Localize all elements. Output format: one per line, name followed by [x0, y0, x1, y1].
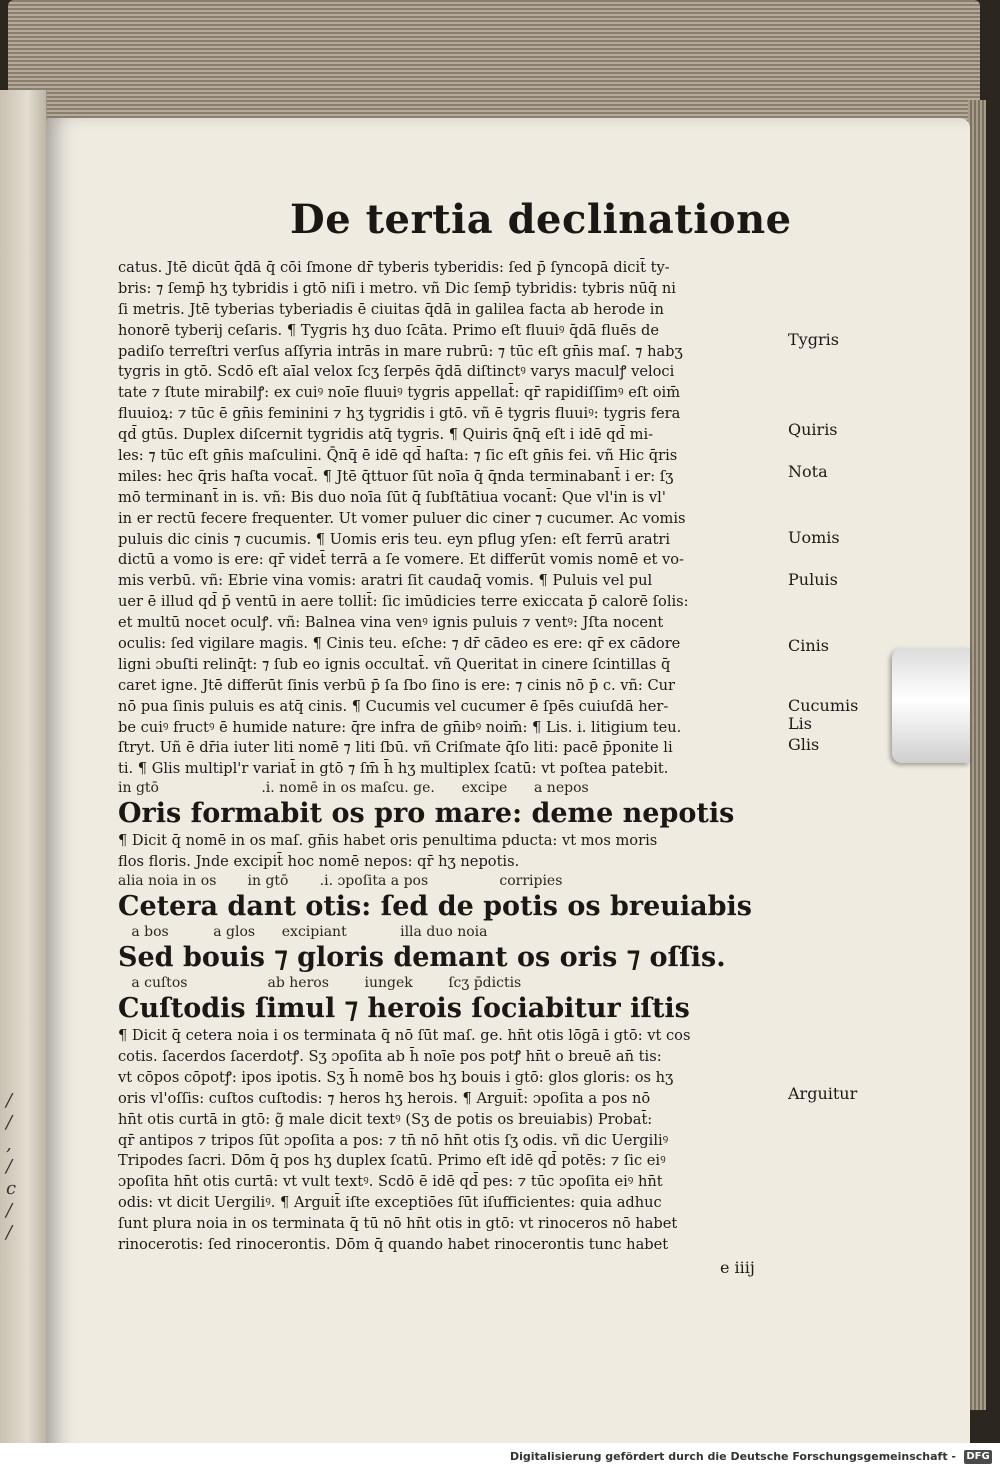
text-line: oculis: ſed vigilare magis. ¶ Cinis teu. eſche: ⁊ dr̄ cādeo es ere: qr̄ ex cādore — [118, 635, 681, 653]
text-line: tygris in gtō. Scdō eſt aīal velox ſcʒ ſerpēs q̄dā diſtinctꝰ varys maculꝭ veloci — [118, 363, 675, 381]
text-line: flos floris. Jnde excipit̄ hoc nomē nepos: qr̄ hʒ nepotis. — [118, 853, 520, 871]
text-line: cotis. ſacerdos ſacerdotꝭ. Sʒ ɔpoſita ab h̄ noīe pos potꝭ hn̄t o breuē an̄ tis: — [118, 1047, 662, 1065]
text-line: Tripodes ſacri. Dōm q̄ pos hʒ duplex ſcatū. Primo eſt idē qd̄ potēs: ⁊ ſic eiꝰ — [118, 1152, 666, 1170]
page-title: De tertia declinatione — [290, 196, 792, 243]
margin-note-uomis: Uomis — [788, 528, 840, 547]
text-line: et multū nocet oculꝭ. vñ: Balnea vina venꝰ ignis puluis ⁊ ventꝰ: Jſta nocent — [118, 614, 664, 632]
margin-note-tygris: Tygris — [788, 330, 839, 349]
text-line: ¶ Dicit q̄ cetera noia i os terminata q̄ nō ſūt maſ. ge. hn̄t otis lōgā i gtō: vt cos — [118, 1027, 691, 1045]
main-text — [118, 258, 778, 1256]
margin-note-quiris: Quiris — [788, 420, 838, 439]
text-line: uer ē illud qd̄ p̄ ventū in aere tollit̄: ſic imūdicies terre exiccata p̄ calorē ſolis: — [118, 593, 689, 611]
margin-note-nota: Nota — [788, 462, 828, 481]
interlinear-gloss: a cuſtos ab heros iungek ſcʒ p̄dictis — [118, 975, 522, 992]
text-line: les: ⁊ tūc eſt gn̄is maſculini. Q̄nq̄ ē idē qd̄ haſta: ⁊ ſic eſt gn̄is fei. vñ Hic q̄ris — [118, 447, 678, 465]
text-line: ti. ¶ Glis multipl'r variat̄ in gtō ⁊ ſm̄ h̄ hʒ multiplex ſcatū: vt poſtea patebit. — [118, 760, 669, 778]
margin-note-glis: Glis — [788, 735, 820, 754]
text-line: nō pua ſinis puluis es atq̄ cinis. ¶ Cucumis vel cucumer ē ſpēs cuiuſdā her- — [118, 697, 669, 715]
text-line: ɔpoſita hn̄t otis curtā: vt vult textꝰ. Scdō ē idē qd̄ pes: ⁊ tūc ɔpoſita eiꝰ hn̄t — [118, 1173, 663, 1191]
text-line: padiſo terreſtri verſus aſſyria intrās in mare rubrū: ⁊ tūc eſt gn̄is maſ. ⁊ habʒ — [118, 342, 683, 360]
left-page-edge — [0, 90, 47, 1450]
left-page-marks: / / , / c / / — [6, 1090, 17, 1243]
verse-line: Cuſtodis ſimul ⁊ herois ſociabitur iſtis — [118, 993, 690, 1025]
text-line: puluis dic cinis ⁊ cucumis. ¶ Uomis eris teu. eyn pflug yſen: eſt ferrū aratri — [118, 530, 671, 548]
text-line: ſtryt. Uñ ē dr̄ia iuter liti nomē ⁊ liti ſbū. vñ Criſmate q̄ſo liti: pacē p̄ponite li — [118, 739, 673, 757]
text-line: ligni ɔbuſti relinq̄t: ⁊ ſub eo ignis occultat̄. vñ Queritat in cinere ſcintillas q̄ — [118, 655, 671, 673]
text-line: mō terminant̄ in is. vñ: Bis duo noīa ſūt q̄ ſubſtātiua vocant̄: Que vl'in is vl' — [118, 488, 666, 506]
text-line: ſi metris. Jtē tyberias tyberiadis ē ciuitas q̄dā in galilea facta ab herode in — [118, 300, 664, 318]
margin-note-puluis: Puluis — [788, 570, 838, 589]
interlinear-gloss: a bos a glos excipiant illa duo noia — [118, 924, 488, 941]
text-line: miles: hec q̄ris haſta vocat̄. ¶ Jtē q̄ttuor ſūt noīa q̄ q̄nda terminabant̄ i er: ſʒ — [118, 467, 674, 485]
text-line: qd̄ gtūs. Duplex diſcernit tygridis atq̄ tygris. ¶ Quiris q̄nq̄ eſt i idē qd̄ mi- — [118, 426, 654, 444]
text-line: catus. Jtē dicūt q̄dā q̄ cōi ſmone dr̄ tyberis tyberidis: ſed p̄ ſyncopā dicit̄ ty- — [118, 259, 670, 276]
footer-credit: Digitalisierung gefördert durch die Deutsche Forschungsgemeinschaft - — [509, 1450, 956, 1463]
interlinear-gloss: alia noia in os in gtō .i. ɔpoſita a pos corripies — [118, 873, 563, 890]
text-line: be cuiꝰ fructꝰ ē humide nature: q̄re infra de gn̄ibꝰ noim̄: ¶ Lis. i. litigium teu. — [118, 718, 682, 736]
paragraph-2 — [118, 831, 778, 873]
text-line: caret igne. Jtē differūt ſinis verbū p̄ ſa ſbo ſino is ere: ⁊ cinis nō p̄ c. vñ: Cur — [118, 676, 676, 694]
text-line: odis: vt dicit Uergiliꝰ. ¶ Arguit̄ iſte exceptiōes ſūt iſufficientes: quia adhuc — [118, 1194, 662, 1212]
verse-line: Cetera dant otis: ſed de potis os breuiabis — [118, 891, 752, 923]
paragraph-3 — [118, 1026, 778, 1256]
text-line: honorē tyberij ceſaris. ¶ Tygris hʒ duo ſcāta. Primo eſt fluuiꝰ q̄dā fluēs de — [118, 321, 659, 339]
text-line: vt cōpos cōpotꝭ: ipos ipotis. Sʒ h̄ nomē bos hʒ bouis i gtō: glos gloris: os hʒ — [118, 1068, 674, 1086]
book-page-edges-right — [968, 100, 986, 1410]
page-clip — [892, 648, 970, 763]
text-line: qr̄ antipos ⁊ tripos ſūt ɔpoſita a pos: ⁊ tn̄ nō hn̄t otis ſʒ odis. vñ dic Uergiliꝰ — [118, 1131, 669, 1149]
text-line: tate ⁊ ſtute mirabilꝭ: ex cuiꝰ noīe fluuiꝰ tygris appellat̄: qr̄ rapidiſſimꝰ eſt oim̄ — [118, 384, 681, 402]
text-line: oris vl'oſſis: cuſtos cuſtodis: ⁊ heros hʒ herois. ¶ Arguit̄: ɔpoſita a pos nō — [118, 1089, 651, 1107]
text-line: bris: ⁊ ſemp̄ hʒ tybridis i gtō niſi i metro. vñ Dic ſemp̄ tybridis: tybris nūq̄ ni — [118, 279, 676, 297]
text-line: dictū a vomo is ere: qr̄ videt̄ terrā a ſe vomere. Et differūt vomis nomē et vo- — [118, 551, 684, 569]
text-line: ¶ Dicit q̄ nomē in os maſ. gn̄is habet oris penultima pducta: vt mos moris — [118, 832, 658, 850]
paragraph-1 — [118, 258, 778, 780]
text-line: rinocerotis: ſed rinocerontis. Dōm q̄ quando habet rinocerontis tunc habet — [118, 1235, 669, 1253]
margin-note-arguitur: Arguitur — [788, 1084, 858, 1103]
verse-line: Sed bouis ⁊ gloris demant os oris ⁊ oſſis. — [118, 942, 726, 974]
margin-note-cinis: Cinis — [788, 636, 829, 655]
text-line: mis verbū. vñ: Ebrie vina vomis: aratri ſit caudaq̄ vomis. ¶ Puluis vel pul — [118, 572, 653, 590]
margin-note-lis: Lis — [788, 714, 812, 733]
book-page-edges-top — [8, 0, 980, 122]
signature-mark: e iiij — [720, 1258, 755, 1277]
dfg-logo: DFG — [964, 1450, 992, 1464]
text-line: hn̄t otis curtā in gtō: g̃ male dicit textꝰ (Sʒ de potis os breuiabis) Probat̄: — [118, 1110, 653, 1128]
margin-note-cucumis: Cucumis — [788, 696, 859, 715]
text-line: fluuioꝝ: ⁊ tūc ē gn̄is feminini ⁊ hʒ tygridis i gtō. vñ ē tygris fluuiꝰ: tygris fera — [118, 405, 681, 423]
verse-line: Oris formabit os pro mare: deme nepotis — [118, 798, 735, 830]
interlinear-gloss: in gtō .i. nomē in os maſcu. ge. excipe a nepos — [118, 780, 589, 797]
text-line: ſunt plura noia in os terminata q̄ tū nō hn̄t otis in gtō: vt rinoceros nō habet — [118, 1215, 678, 1233]
text-line: in er rectū fecere frequenter. Ut vomer puluer dic ciner ⁊ cucumer. Ac vomis — [118, 509, 686, 527]
footer-bar — [0, 1443, 1000, 1469]
